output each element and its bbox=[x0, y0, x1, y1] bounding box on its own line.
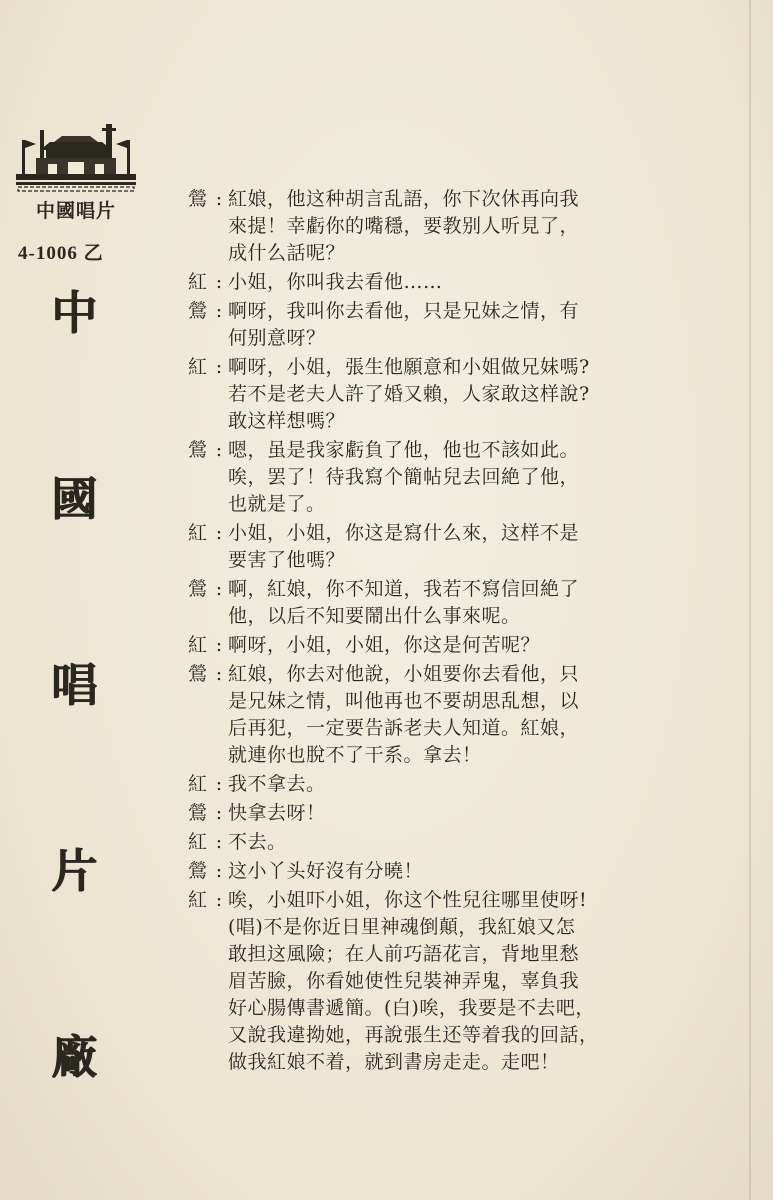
dialogue-text: 我不拿去。 bbox=[228, 773, 326, 795]
vertical-brand-title bbox=[48, 286, 100, 1084]
speaker-colon: : bbox=[215, 439, 223, 461]
catalog-number: 4-1006 乙 bbox=[18, 243, 104, 264]
dialogue-line bbox=[188, 576, 658, 630]
speaker-colon: : bbox=[215, 578, 223, 600]
speaker-label: 紅 bbox=[188, 831, 208, 853]
dialogue-line bbox=[188, 858, 658, 885]
speaker-label: 紅 bbox=[188, 889, 208, 911]
speaker-colon: : bbox=[215, 860, 223, 882]
dialogue-line bbox=[188, 771, 658, 798]
dialogue-text: 小姐，小姐，你这是寫什么來，这样不是 要害了他嗎？ bbox=[228, 522, 580, 571]
dialogue-text: 小姐，你叫我去看他…… bbox=[228, 271, 443, 293]
dialogue-text: 紅娘，你去对他說，小姐要你去看他，只 是兄妹之情，叫他再也不要胡思乱想，以 后再犯，一定要告訴老夫人知道。紅娘， 就連你也脫不了干系。拿去！ bbox=[228, 663, 580, 766]
dialogue-text: 啊呀，小姐，小姐，你这是何苦呢？ bbox=[228, 634, 541, 656]
speaker-label: 鶯 bbox=[188, 663, 208, 685]
dialogue-line bbox=[188, 661, 658, 769]
speaker-label: 鶯 bbox=[188, 860, 208, 882]
speaker-label: 紅 bbox=[188, 773, 208, 795]
dialogue-line bbox=[188, 520, 658, 574]
dialogue-text: 嗯，虽是我家虧負了他，他也不該如此。 唉，罢了！待我寫个簡帖兒去回絶了他， 也就是了。 bbox=[228, 439, 580, 515]
libretto-text bbox=[188, 186, 658, 1078]
speaker-colon: : bbox=[215, 271, 223, 293]
speaker-colon: : bbox=[215, 522, 223, 544]
speaker-colon: : bbox=[215, 802, 223, 824]
speaker-colon: : bbox=[215, 663, 223, 685]
speaker-colon: : bbox=[215, 831, 223, 853]
dialogue-text: 紅娘，他这种胡言乱語，你下次休再向我 來提！幸虧你的嘴穩，要教别人听見了， 成什么話呢？ bbox=[228, 188, 580, 264]
dialogue-text: 这小丫头好沒有分曉！ bbox=[228, 860, 424, 882]
speaker-label: 鶯 bbox=[188, 578, 208, 600]
dialogue-line bbox=[188, 632, 658, 659]
vertical-title-char: 唱 bbox=[51, 658, 97, 712]
dialogue-line bbox=[188, 354, 658, 435]
speaker-colon: : bbox=[215, 773, 223, 795]
page-fold-line bbox=[749, 0, 751, 1200]
vertical-title-char: 中 bbox=[51, 286, 97, 340]
speaker-colon: : bbox=[215, 356, 223, 378]
speaker-label: 紅 bbox=[188, 522, 208, 544]
brand-name: 中國唱片 bbox=[35, 200, 116, 222]
speaker-label: 紅 bbox=[188, 356, 208, 378]
speaker-label: 鶯 bbox=[188, 439, 208, 461]
speaker-label: 鶯 bbox=[188, 188, 208, 210]
vertical-title-char: 國 bbox=[51, 472, 97, 526]
speaker-colon: : bbox=[215, 889, 223, 911]
dialogue-line bbox=[188, 298, 658, 352]
dialogue-text: 快拿去呀！ bbox=[228, 802, 326, 824]
dialogue-line bbox=[188, 269, 658, 296]
dialogue-text: 唉，小姐吓小姐，你这个性兒往哪里使呀! (唱)不是你近日里神魂倒顛，我紅娘又怎 敢担这風險；在人前巧語花言，背地里愁 眉苦臉，你看她使性兒裝神弄鬼，辜負我 好心腸傳書遞簡。(白)唉，我要是不去吧， 又說我違拗她，再說張生还等着我的回話， 做我紅娘不着，就到書房走走。走吧！ bbox=[228, 889, 599, 1073]
dialogue-text: 啊，紅娘，你不知道，我若不寫信回絶了 他，以后不知要鬧出什么事來呢。 bbox=[228, 578, 580, 627]
dialogue-line bbox=[188, 829, 658, 856]
speaker-label: 紅 bbox=[188, 271, 208, 293]
dialogue-text: 不去。 bbox=[228, 831, 287, 853]
dialogue-text: 啊呀，我叫你去看他，只是兄妹之情，有 何别意呀？ bbox=[228, 300, 580, 349]
dialogue-line bbox=[188, 800, 658, 827]
speaker-label: 鶯 bbox=[188, 802, 208, 824]
vertical-title-char: 廠 bbox=[51, 1030, 97, 1084]
speaker-colon: : bbox=[215, 300, 223, 322]
dialogue-line bbox=[188, 437, 658, 518]
speaker-colon: : bbox=[215, 188, 223, 210]
speaker-colon: : bbox=[215, 634, 223, 656]
dialogue-text: 啊呀，小姐，張生他願意和小姐做兄妹嗎? 若不是老夫人許了婚又賴，人家敢这样說? 敢这样想嗎？ bbox=[228, 356, 590, 432]
dialogue-line bbox=[188, 186, 658, 267]
vertical-title-char: 片 bbox=[51, 844, 97, 898]
speaker-label: 鶯 bbox=[188, 300, 208, 322]
dialogue-line bbox=[188, 887, 658, 1076]
speaker-label: 紅 bbox=[188, 634, 208, 656]
